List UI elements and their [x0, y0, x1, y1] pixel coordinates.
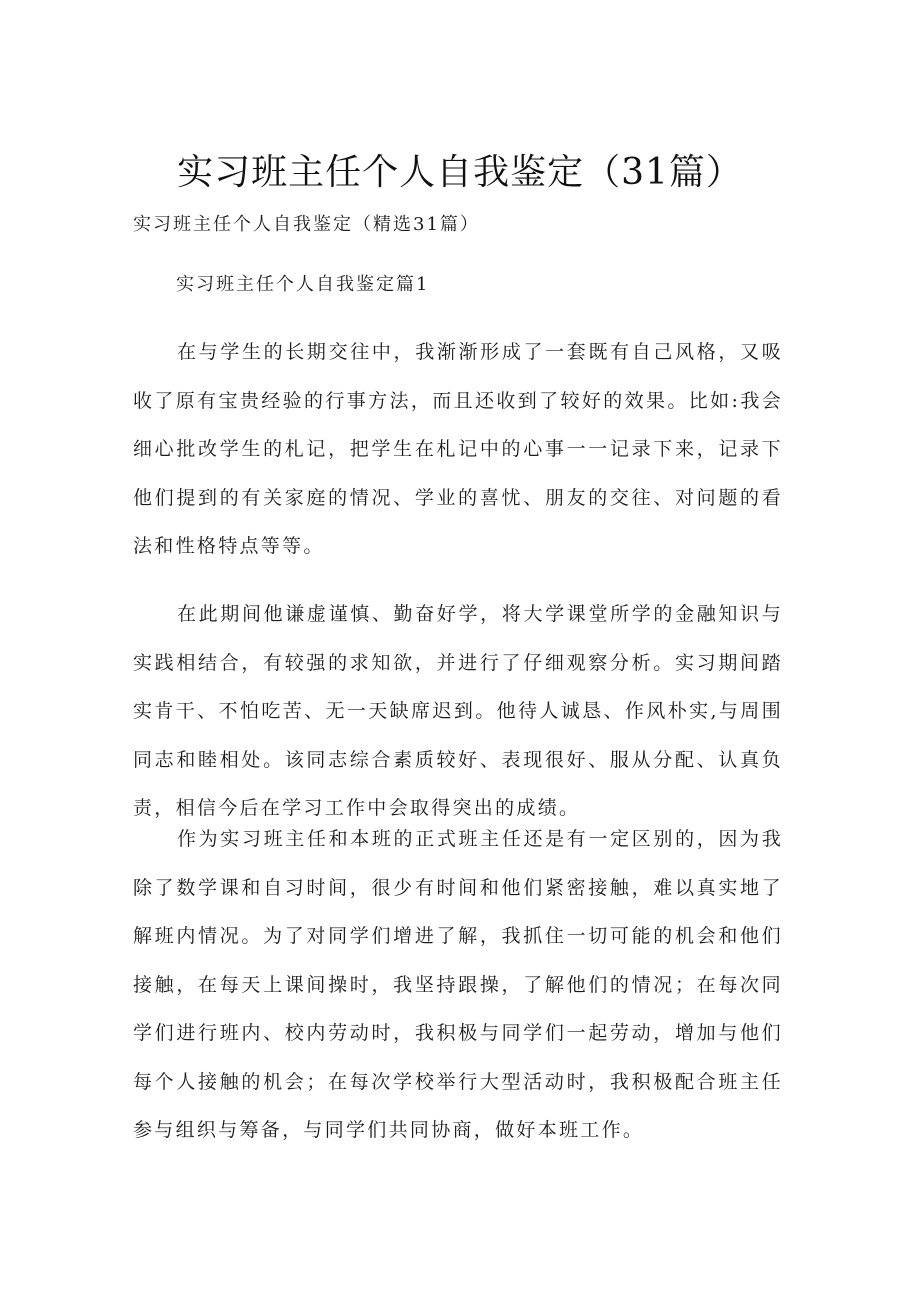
paragraph-2: 在此期间他谦虚谨慎、勤奋好学，将大学课堂所学的金融知识与实践相结合，有较强的求知欲，并进行了仔细观察分析。实习期间踏实肯干、不怕吃苦、无一天缺席迟到。他待人诚恳、作风朴实,与周围同志和睦相处。该同志综合素质较好、表现很好、服从分配、认真负责，相信今后在学习工作中会取得突出的成绩。 [133, 603, 783, 819]
paragraph-1: 在与学生的长期交往中，我渐渐形成了一套既有自己风格，又吸收了原有宝贵经验的行事方法，而且还收到了较好的效果。比如:我会细心批改学生的札记，把学生在札记中的心事一一记录下来，记录下他们提到的有关家庭的情况、学业的喜忧、朋友的交往、对问题的看法和性格特点等等。 [133, 341, 783, 557]
document-title: 实习班主任个人自我鉴定（31篇） [177, 152, 743, 193]
section-heading: 实习班主任个人自我鉴定篇1 [176, 274, 430, 295]
paragraph-3: 作为实习班主任和本班的正式班主任还是有一定区别的，因为我除了数学课和自习时间，很少有时间和他们紧密接触，难以真实地了解班内情况。为了对同学们增进了解，我抓住一切可能的机会和他们接触，在每天上课间操时，我坚持跟操，了解他们的情况；在每次同学们进行班内、校内劳动时，我积极与同学们一起劳动，增加与他们每个人接触的机会；在每次学校举行大型活动时，我积极配合班主任参与组织与筹备，与同学们共同协商，做好本班工作。 [133, 828, 783, 1141]
document-subtitle: 实习班主任个人自我鉴定（精选31篇） [133, 214, 480, 235]
